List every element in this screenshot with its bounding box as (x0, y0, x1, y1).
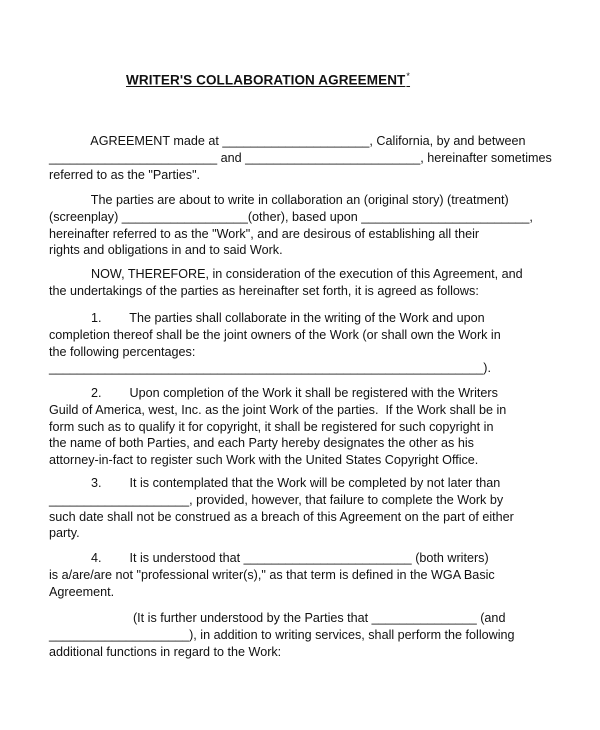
text-line: 1. The parties shall collaborate in the writing of the Work and upon (49, 311, 485, 325)
title-footnote-mark: * (406, 71, 411, 81)
text-line: the undertakings of the parties as hereinafter set forth, it is agreed as follows: (49, 283, 479, 298)
text-line: 4. It is understood that ________________________ (both writers) (49, 551, 489, 565)
text-line: such date shall not be construed as a breach of this Agreement on the part of either (49, 509, 514, 524)
text-line: 3. It is contemplated that the Work will be completed by not later than (49, 476, 501, 490)
text-line: 2. Upon completion of the Work it shall be registered with the Writers (49, 386, 498, 400)
document-title-text: WRITER'S COLLABORATION AGREEMENT (126, 72, 406, 88)
clause-3-completion-date (49, 475, 569, 542)
text-line: the name of both Parties, and each Party hereby designates the other as his (49, 436, 474, 451)
clause-2-registration (49, 385, 569, 469)
text-line: ______________________________________________________________). (49, 361, 491, 376)
text-line: Guild of America, west, Inc. as the joint Work of the parties. If the Work shall be in (49, 402, 507, 417)
text-line: ____________________, provided, however, that failure to complete the Work by (49, 492, 504, 507)
text-line: Agreement. (49, 584, 115, 599)
document-title (126, 71, 410, 88)
text-line: AGREEMENT made at _____________________, California, by and between (49, 134, 526, 148)
text-line: ____________________), in addition to writing services, shall perform the following (49, 627, 515, 642)
text-line: ________________________ and _________________________, hereinafter sometimes (49, 150, 552, 165)
paragraph-agreement-made (49, 133, 569, 183)
text-line: hereinafter referred to as the "Work", and are desirous of establishing all their (49, 226, 480, 241)
paragraph-additional-functions (49, 610, 569, 660)
text-line: the following percentages: (49, 344, 196, 359)
text-line: form such as to qualify it for copyright, it shall be registered for such copyright in (49, 419, 494, 434)
text-line: NOW, THEREFORE, in consideration of the execution of this Agreement, and (49, 267, 523, 281)
paragraph-parties-collaboration (49, 192, 569, 259)
text-line: The parties are about to write in collaboration an (original story) (treatment) (49, 193, 509, 207)
clause-1-joint-ownership (49, 310, 569, 377)
text-line: rights and obligations in and to said Work. (49, 243, 283, 258)
text-line: (screenplay) __________________(other), based upon ________________________, (49, 209, 533, 224)
text-line: referred to as the "Parties". (49, 167, 201, 182)
text-line: (It is further understood by the Parties that _______________ (and (49, 611, 506, 625)
clause-4-professional-writers (49, 550, 569, 600)
text-line: party. (49, 526, 80, 541)
paragraph-now-therefore (49, 266, 569, 300)
text-line: completion thereof shall be the joint owners of the Work (or shall own the Work in (49, 327, 501, 342)
text-line: is a/are/are not "professional writer(s)," as that term is defined in the WGA Basic (49, 567, 495, 582)
text-line: attorney-in-fact to register such Work with the United States Copyright Office. (49, 453, 479, 468)
text-line: additional functions in regard to the Work: (49, 644, 282, 659)
